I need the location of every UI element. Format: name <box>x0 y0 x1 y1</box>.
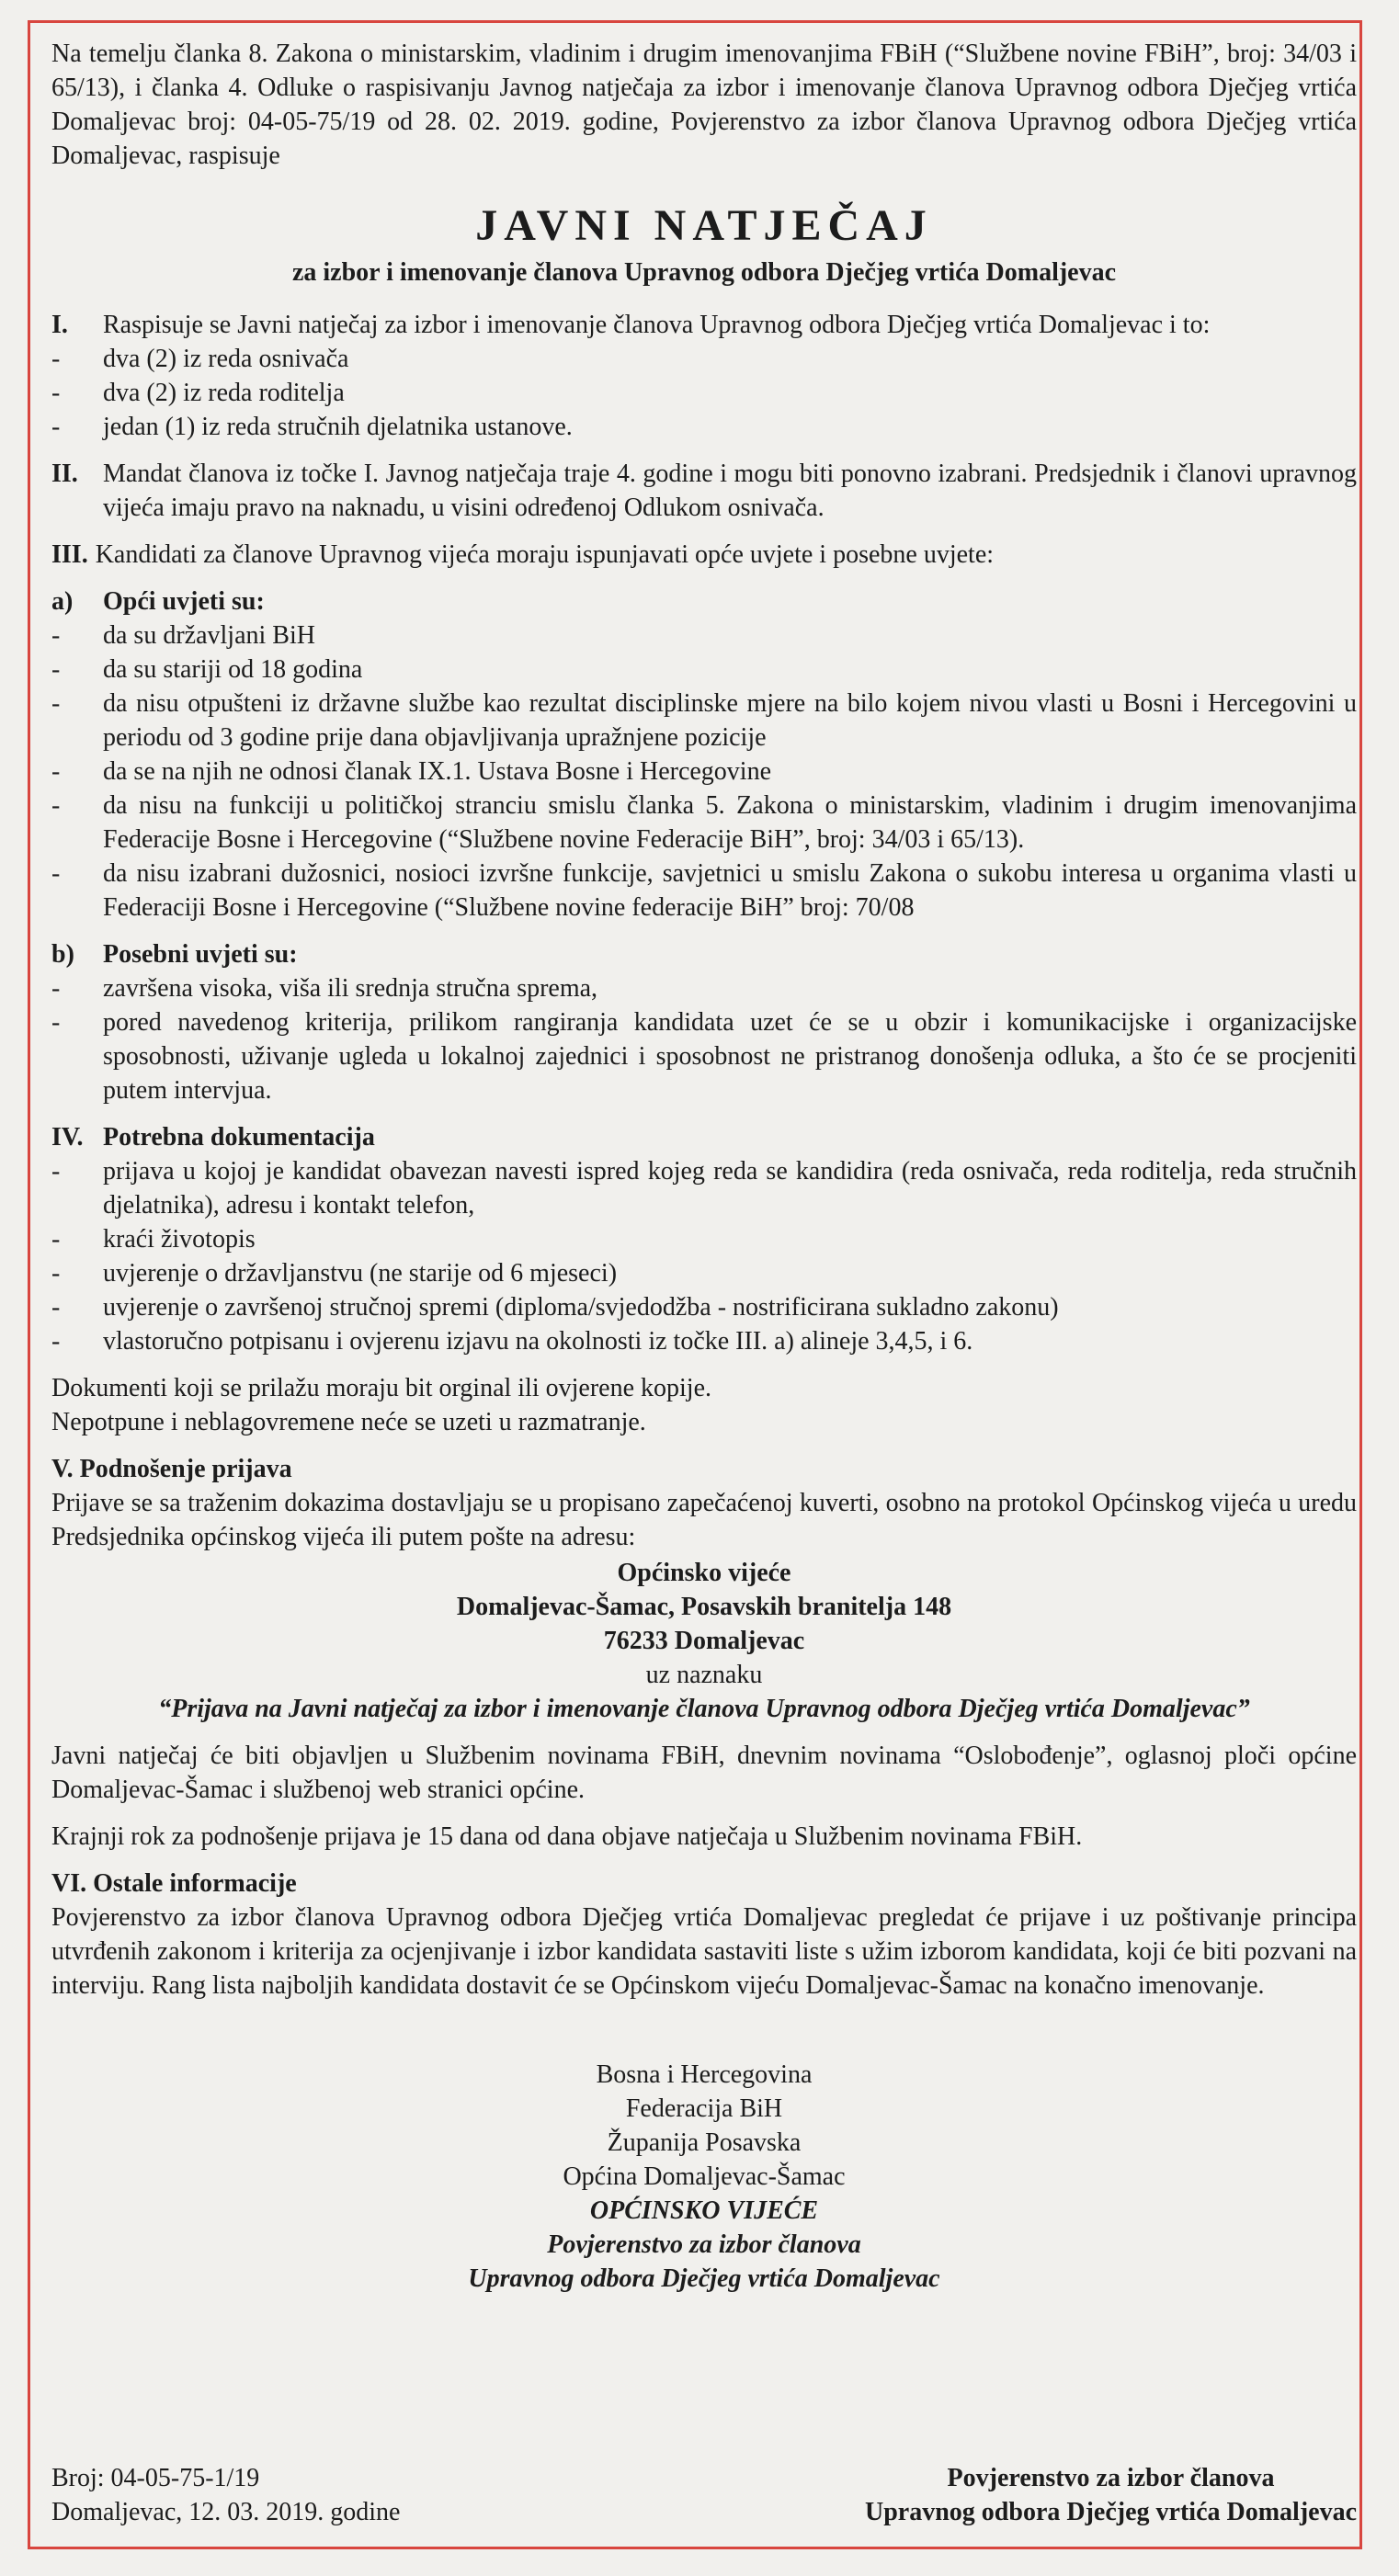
section-1 <box>51 308 1357 444</box>
document-footer <box>51 2461 1357 2529</box>
list-item: - uvjerenje o završenoj stručnoj spremi (diploma/svjedodžba - nostrificirana sukladno zakonu) <box>51 1293 1059 1322</box>
section-2 <box>51 457 1357 525</box>
subsection-marker: a) <box>51 587 74 616</box>
list-item: - pored navedenog kriterija, prilikom rangiranja kandidata uzet će se u obzir i komunikacijske i organizacijske sposobnosti, uživanje ugleda u lokalnoj zajednici i sposobnost ne pristranog donošenja odluka, a što će se procjeniti putem intervjua. <box>51 1008 1357 1105</box>
list-item: - uvjerenje o državljanstvu (ne starije od 6 mjeseci) <box>51 1259 618 1288</box>
envelope-marking: “Prijava na Javni natječaj za izbor i imenovanje članova Upravnog odbora Dječjeg vrtića Domaljevac” <box>158 1695 1250 1723</box>
section-5 <box>51 1452 1357 1854</box>
issuer-block: Povjerenstvo za izbor članova Upravnog odbora Dječjeg vrtića Domaljevac <box>865 2464 1357 2526</box>
list-item: - da su stariji od 18 godina <box>51 655 363 684</box>
section-3 <box>51 538 1357 1107</box>
subsection-title: Posebni uvjeti su: <box>103 940 298 969</box>
list-item: - vlastoručno potpisanu i ovjerenu izjavu na okolnosti iz točke III. a) alineje 3,4,5, i 6. <box>51 1327 973 1356</box>
announcement-body <box>51 37 1357 2296</box>
publication-note: Javni natječaj će biti objavljen u Službenim novinama FBiH, dnevnim novinama “Oslobođenje”, oglasnoj ploči općine Domaljevac-Šamac i službenoj web stranici općine. <box>51 1742 1357 1804</box>
section-text: Raspisuje se Javni natječaj za izbor i imenovanje članova Upravnog odbora Dječjeg vrtića Domaljevac i to: <box>103 311 1211 339</box>
document-number: Broj: 04-05-75-1/19 <box>51 2464 260 2492</box>
list-item: - da su državljani BiH <box>51 621 315 650</box>
list-item: - da nisu otpušteni iz državne službe kao rezultat disciplinske mjere na bilo kojem nivou vlasti u Bosni i Hercegovini u periodu od 3 godine prije dana objavljivanja upražnjene pozicije <box>51 689 1357 752</box>
section-marker: I. <box>51 311 68 339</box>
postal-address: Općinsko vijeće Domaljevac-Šamac, Posavskih branitelja 148 76233 Domaljevac uz naznaku “Prijava na Javni natječaj za izbor i imenovanje članova Upravnog odbora Dječjeg vrtića Domaljevac” <box>51 1556 1357 1726</box>
list-item: - završena visoka, viša ili srednja stručna sprema, <box>51 974 598 1003</box>
section-text: Povjerenstvo za izbor članova Upravnog odbora Dječjeg vrtića Domaljevac pregledat će prijave i uz poštivanje principa utvrđenih zakonom i kriterija za ocjenjivanje i izbor kandidata sastaviti liste s užim izborom kandidata, koji će biti pozvani na interviju. Rang lista najboljih kandidata dostavit će se Općinskom vijeću Domaljevac-Šamac na konačno imenovanje. <box>51 1903 1357 2000</box>
list-item: - dva (2) iz reda roditelja <box>51 379 345 407</box>
subsection-title: Opći uvjeti su: <box>103 587 265 616</box>
deadline-note: Krajnji rok za podnošenje prijava je 15 dana od dana objave natječaja u Službenim novinama FBiH. <box>51 1822 1083 1851</box>
section-title: Potrebna dokumentacija <box>103 1123 375 1152</box>
list-item: - prijava u kojoj je kandidat obavezan navesti ispred kojeg reda se kandidira (reda osnivača, reda roditelja, reda stručnih djelatnika), adresu i kontakt telefon, <box>51 1157 1357 1220</box>
list-item: - jedan (1) iz reda stručnih djelatnika ustanove. <box>51 413 573 441</box>
section-text: Prijave se sa traženim dokazima dostavljaju se u propisano zapečaćenoj kuverti, osobno na protokol Općinskog vijeća u uredu Predsjednika općinskog vijeća ili putem pošte na adresu: <box>51 1489 1357 1551</box>
subsection-marker: b) <box>51 940 74 969</box>
section-text: Kandidati za članove Upravnog vijeća moraju ispunjavati opće uvjete i posebne uvjete: <box>95 540 995 569</box>
list-item: - da nisu na funkciji u političkoj stranciu smislu članka 5. Zakona o ministarskim, vladinim i drugim imenovanjima Federacije Bosne i Hercegovine (“Službene novine Federacije BiH”, broj: 34/03 i 65/13). <box>51 791 1357 854</box>
list-item: - kraći životopis <box>51 1225 256 1254</box>
section-title: V. Podnošenje prijava <box>51 1455 292 1483</box>
reference-block <box>51 2461 400 2529</box>
section-text: Mandat članova iz točke I. Javnog natječaja traje 4. godine i mogu biti ponovno izabrani. Predsjednik i članovi upravnog vijeća imaju pravo na naknadu, u visini određenoj Odlukom osnivača. <box>103 460 1357 522</box>
incomplete-note: Nepotpune i neblagovremene neće se uzeti u razmatranje. <box>51 1408 646 1436</box>
list-item: - da nisu izabrani dužosnici, nosioci izvršne funkcije, savjetnici u smislu Zakona o sukobu interesa u organima vlasti u Federaciji Bosne i Hercegovine (“Službene novine federacije BiH” broj: 70/08 <box>51 859 1357 922</box>
place-date: Domaljevac, 12. 03. 2019. godine <box>51 2498 401 2526</box>
list-item: - dva (2) iz reda osnivača <box>51 345 349 373</box>
list-item: - da se na njih ne odnosi članak IX.1. Ustava Bosne i Hercegovine <box>51 757 772 786</box>
section-4 <box>51 1120 1357 1439</box>
section-marker: IV. <box>51 1123 84 1152</box>
section-title: VI. Ostale informacije <box>51 1869 297 1898</box>
documents-note: Dokumenti koji se prilažu moraju bit orginal ili ovjerene kopije. <box>51 1374 711 1402</box>
intro-paragraph: Na temelju članka 8. Zakona o ministarskim, vladinim i drugim imenovanjima FBiH (“Službene novine FBiH”, broj: 34/03 i 65/13), i članka 4. Odluke o raspisivanju Javnog natječaja za izbor i imenovanje članova Upravnog odbora Dječjeg vrtića Domaljevac broj: 04-05-75/19 od 28. 02. 2019. godine, Povjerenstvo za izbor članova Upravnog odbora Dječjeg vrtića Domaljevac, raspisuje <box>51 40 1357 170</box>
section-6 <box>51 1867 1357 2003</box>
signature-block: Bosna i Hercegovina Federacija BiH Županija Posavska Općina Domaljevac-Šamac OPĆINSKO VIJEĆE Povjerenstvo za izbor članova Upravnog odbora Dječjeg vrtića Domaljevac <box>468 2060 940 2293</box>
section-marker: III. <box>51 540 88 569</box>
announcement-subtitle: za izbor i imenovanje članova Upravnog odbora Dječjeg vrtića Domaljevac <box>291 258 1117 287</box>
section-marker: II. <box>51 460 78 488</box>
announcement-title: JAVNI NATJEČAJ <box>475 201 933 250</box>
